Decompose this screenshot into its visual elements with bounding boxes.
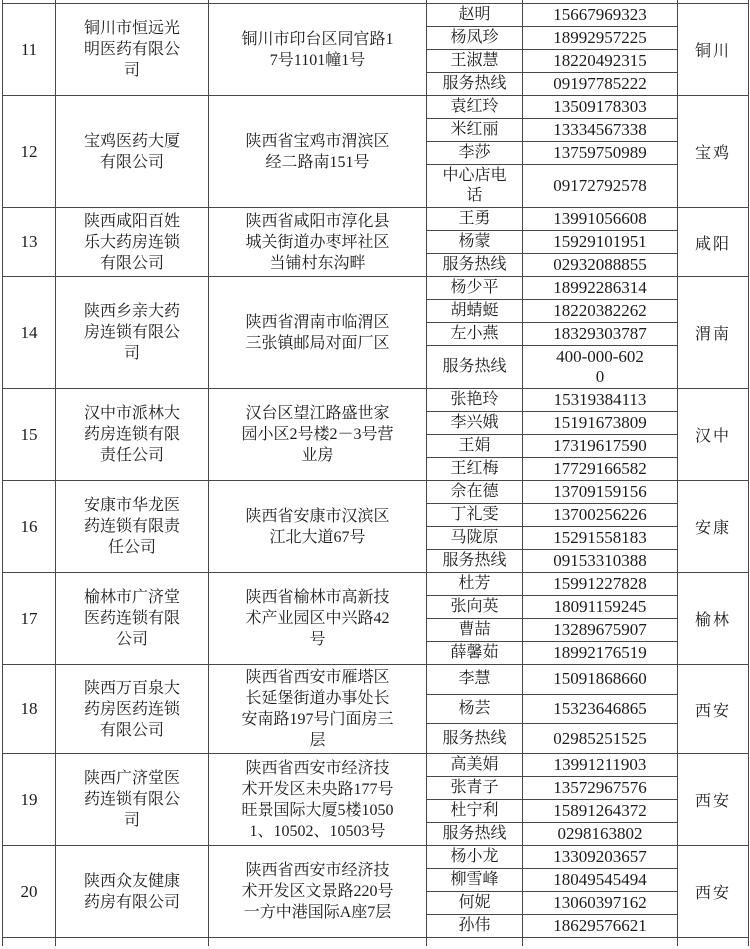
contact-name-cell bbox=[427, 4, 523, 27]
contact-name-cell bbox=[427, 412, 523, 435]
contact-row bbox=[427, 777, 678, 800]
company-name: 汉中市派林大药房连锁有限责任公司 bbox=[83, 405, 180, 464]
company-name-cell bbox=[56, 389, 209, 481]
contact-phone-cell bbox=[523, 254, 678, 277]
contact-row bbox=[427, 724, 678, 754]
contact-name-cell bbox=[427, 165, 523, 208]
contact-name: 服务热线 bbox=[442, 256, 507, 273]
contact-phone-cell bbox=[523, 550, 678, 573]
contact-phone-cell bbox=[523, 481, 678, 504]
contact-name: 左小燕 bbox=[450, 325, 499, 342]
contact-name: 杜宁利 bbox=[450, 802, 499, 819]
contacts-cell bbox=[427, 277, 678, 389]
city-cell bbox=[678, 208, 749, 277]
contact-row bbox=[427, 869, 678, 892]
contact-phone-cell bbox=[523, 619, 678, 642]
contact-row bbox=[427, 695, 678, 725]
contact-row bbox=[427, 846, 678, 869]
contact-phone-cell bbox=[523, 435, 678, 458]
address-cell bbox=[209, 846, 427, 938]
contact-name-cell bbox=[427, 695, 523, 725]
contact-phone-cell bbox=[523, 27, 678, 50]
city-name: 渭南 bbox=[694, 326, 731, 343]
contact-row bbox=[427, 73, 678, 96]
company-name: 陕西乡亲大药房连锁有限公司 bbox=[83, 303, 180, 362]
contact-name: 王娟 bbox=[458, 437, 491, 454]
contact-name: 何妮 bbox=[458, 894, 491, 911]
contact-row bbox=[427, 346, 678, 389]
contact-phone: 02985251525 bbox=[553, 728, 647, 748]
company-name-cell bbox=[56, 208, 209, 277]
contacts-cell bbox=[427, 754, 678, 846]
company-name-cell bbox=[56, 481, 209, 573]
contact-phone-cell bbox=[523, 596, 678, 619]
contact-phone: 15891264372 bbox=[553, 801, 647, 820]
contacts-cell bbox=[427, 96, 678, 208]
contact-phone-cell bbox=[523, 665, 678, 695]
contact-name-cell bbox=[427, 481, 523, 504]
row-number-cell bbox=[3, 277, 56, 389]
contact-row bbox=[427, 412, 678, 435]
company-address: 陕西省西安市经济技术开发区文景路220号一方中港国际A座7层 bbox=[241, 862, 394, 921]
contact-phone: 18629576621 bbox=[553, 916, 647, 935]
contact-name: 杨蒙 bbox=[458, 233, 491, 250]
contact-phone-cell bbox=[523, 300, 678, 323]
city-name: 汉中 bbox=[694, 428, 731, 445]
contact-name: 杜芳 bbox=[458, 575, 491, 592]
table-row bbox=[3, 754, 749, 846]
row-number-cell bbox=[3, 4, 56, 96]
table-row bbox=[3, 665, 749, 754]
contact-row bbox=[427, 915, 678, 938]
contact-phone: 400-000-6020 bbox=[556, 347, 644, 386]
contact-phone: 15323646865 bbox=[553, 699, 647, 718]
contact-phone-cell bbox=[523, 695, 678, 725]
company-name: 铜川市恒远光明医药有限公司 bbox=[83, 20, 180, 79]
contact-name: 李慧 bbox=[458, 670, 491, 688]
contact-name: 曹喆 bbox=[458, 621, 491, 638]
contact-name: 杨凤珍 bbox=[450, 29, 499, 46]
table-body bbox=[3, 3, 749, 938]
row-number-cell bbox=[3, 389, 56, 481]
contact-name: 中心店电话 bbox=[442, 167, 507, 204]
contact-row bbox=[427, 573, 678, 596]
company-address: 陕西省安康市汉滨区江北大道67号 bbox=[245, 507, 390, 546]
company-address: 陕西省西安市雁塔区长延堡街道办事处长安南路197号门面房三层 bbox=[241, 669, 394, 749]
contact-row bbox=[427, 596, 678, 619]
contact-phone: 13759750989 bbox=[553, 143, 647, 162]
contact-phone: 13334567338 bbox=[553, 120, 647, 139]
table-row bbox=[3, 573, 749, 665]
row-number-cell bbox=[3, 208, 56, 277]
contact-phone-cell bbox=[523, 73, 678, 96]
row-number-cell bbox=[3, 481, 56, 573]
contact-phone: 18220382262 bbox=[553, 301, 647, 320]
contact-phone-cell bbox=[523, 892, 678, 915]
contact-phone: 18992286314 bbox=[553, 278, 647, 297]
contact-name-cell bbox=[427, 892, 523, 915]
city-name: 西安 bbox=[694, 702, 731, 720]
table-row bbox=[3, 389, 749, 481]
contact-row bbox=[427, 550, 678, 573]
contact-name-cell bbox=[427, 96, 523, 119]
contact-phone-cell bbox=[523, 412, 678, 435]
contact-name: 张艳玲 bbox=[450, 391, 499, 408]
contact-row bbox=[427, 892, 678, 915]
contact-name-cell bbox=[427, 915, 523, 938]
contact-name: 高美娟 bbox=[450, 756, 499, 773]
contacts-cell bbox=[427, 846, 678, 938]
contacts-cell bbox=[427, 665, 678, 754]
contact-phone-cell bbox=[523, 777, 678, 800]
city-name: 西安 bbox=[694, 793, 731, 810]
company-name-cell bbox=[56, 573, 209, 665]
city-cell bbox=[678, 96, 749, 208]
contact-name: 马陇原 bbox=[450, 529, 499, 546]
contact-name: 杨芸 bbox=[458, 700, 491, 717]
contact-name-cell bbox=[427, 119, 523, 142]
company-name: 安康市华龙医药连锁有限责任公司 bbox=[83, 497, 180, 556]
contact-name-cell bbox=[427, 754, 523, 777]
row-number: 20 bbox=[20, 881, 38, 901]
contact-name-cell bbox=[427, 846, 523, 869]
company-name: 陕西广济堂医药连锁有限公司 bbox=[83, 770, 180, 829]
contact-name-cell bbox=[427, 277, 523, 300]
contact-name: 王红梅 bbox=[450, 460, 499, 477]
contact-name-cell bbox=[427, 777, 523, 800]
contact-name-cell bbox=[427, 435, 523, 458]
row-number-cell bbox=[3, 846, 56, 938]
row-number: 11 bbox=[20, 39, 38, 59]
contact-phone-cell bbox=[523, 165, 678, 208]
company-address: 汉台区望江路盛世家园小区2号楼2－3号营业房 bbox=[241, 405, 394, 464]
contact-row bbox=[427, 165, 678, 208]
contact-phone: 13700256226 bbox=[553, 505, 647, 524]
contact-row bbox=[427, 4, 678, 27]
address-cell bbox=[209, 4, 427, 96]
address-cell bbox=[209, 665, 427, 754]
contact-phone-cell bbox=[523, 573, 678, 596]
contacts-cell bbox=[427, 481, 678, 573]
contact-phone: 13709159156 bbox=[553, 482, 647, 501]
city-cell bbox=[678, 846, 749, 938]
row-number: 13 bbox=[20, 232, 38, 251]
company-name: 陕西万百泉大药房医药连锁有限公司 bbox=[83, 679, 180, 739]
city-name: 咸阳 bbox=[694, 235, 731, 253]
contact-phone: 18992957225 bbox=[553, 28, 647, 47]
contact-name: 服务热线 bbox=[442, 552, 507, 569]
contact-phone: 09172792578 bbox=[553, 176, 647, 195]
contact-phone: 15091868660 bbox=[553, 669, 647, 689]
contact-name: 薛馨茹 bbox=[450, 644, 499, 661]
contact-row bbox=[427, 527, 678, 550]
city-name: 安康 bbox=[694, 520, 731, 537]
city-name: 榆林 bbox=[694, 612, 731, 629]
city-cell bbox=[678, 754, 749, 846]
company-name-cell bbox=[56, 96, 209, 208]
contact-name: 佘在德 bbox=[450, 483, 499, 500]
contact-phone-cell bbox=[523, 96, 678, 119]
company-name-cell bbox=[56, 4, 209, 96]
table-row bbox=[3, 846, 749, 938]
contact-row bbox=[427, 823, 678, 846]
contact-row bbox=[427, 481, 678, 504]
contact-name-cell bbox=[427, 800, 523, 823]
row-number: 18 bbox=[20, 699, 38, 718]
contact-phone: 15291558183 bbox=[553, 528, 647, 547]
contact-phone-cell bbox=[523, 142, 678, 165]
contact-name-cell bbox=[427, 73, 523, 96]
contact-row bbox=[427, 504, 678, 527]
contact-name: 袁红玲 bbox=[450, 98, 499, 115]
contact-phone-cell bbox=[523, 846, 678, 869]
row-number: 14 bbox=[20, 322, 38, 342]
contact-row bbox=[427, 277, 678, 300]
contact-name-cell bbox=[427, 142, 523, 165]
contact-row bbox=[427, 231, 678, 254]
contact-phone-cell bbox=[523, 869, 678, 892]
contact-phone: 18329303787 bbox=[553, 324, 647, 343]
contact-phone: 02932088855 bbox=[553, 255, 647, 274]
contact-name: 服务热线 bbox=[442, 358, 507, 375]
contact-name: 丁礼雯 bbox=[450, 506, 499, 523]
contact-name-cell bbox=[427, 869, 523, 892]
contact-phone-cell bbox=[523, 4, 678, 27]
contact-row bbox=[427, 619, 678, 642]
row-number: 16 bbox=[20, 516, 38, 536]
table-row bbox=[3, 4, 749, 96]
contact-name-cell bbox=[427, 642, 523, 665]
company-address: 陕西省宝鸡市渭滨区经二路南151号 bbox=[245, 132, 390, 171]
contact-phone: 17729166582 bbox=[553, 459, 647, 478]
contact-name-cell bbox=[427, 323, 523, 346]
contact-name: 服务热线 bbox=[442, 75, 507, 92]
contact-phone-cell bbox=[523, 527, 678, 550]
contact-phone-cell bbox=[523, 724, 678, 754]
contact-row bbox=[427, 300, 678, 323]
contact-name-cell bbox=[427, 527, 523, 550]
address-cell bbox=[209, 96, 427, 208]
contact-name-cell bbox=[427, 665, 523, 695]
city-name: 铜川 bbox=[694, 43, 731, 60]
contact-phone-cell bbox=[523, 50, 678, 73]
contact-phone: 15929101951 bbox=[553, 232, 647, 251]
contact-row bbox=[427, 142, 678, 165]
address-cell bbox=[209, 573, 427, 665]
contact-phone-cell bbox=[523, 754, 678, 777]
contact-row bbox=[427, 754, 678, 777]
contacts-cell bbox=[427, 573, 678, 665]
contact-name-cell bbox=[427, 300, 523, 323]
contact-row bbox=[427, 665, 678, 695]
contact-name-cell bbox=[427, 550, 523, 573]
contact-phone: 09197785222 bbox=[553, 74, 647, 93]
contact-phone: 18091159245 bbox=[553, 597, 647, 616]
contact-row bbox=[427, 323, 678, 346]
contact-row bbox=[427, 119, 678, 142]
contact-phone-cell bbox=[523, 642, 678, 665]
company-name: 陕西咸阳百姓乐大药房连锁有限公司 bbox=[83, 212, 180, 272]
contact-name-cell bbox=[427, 389, 523, 412]
contact-phone: 13991056608 bbox=[553, 209, 647, 228]
contact-row bbox=[427, 389, 678, 412]
contact-phone: 09153310388 bbox=[553, 551, 647, 570]
contact-name: 王淑慧 bbox=[450, 52, 499, 69]
contact-phone-cell bbox=[523, 231, 678, 254]
city-name: 西安 bbox=[694, 885, 731, 902]
row-number-cell bbox=[3, 754, 56, 846]
contact-phone-cell bbox=[523, 389, 678, 412]
contact-phone-cell bbox=[523, 823, 678, 846]
company-address: 陕西省咸阳市淳化县城关街道办枣坪社区当铺村东沟畔 bbox=[245, 212, 390, 272]
company-name-cell bbox=[56, 277, 209, 389]
row-number: 19 bbox=[20, 789, 38, 809]
contact-phone-cell bbox=[523, 119, 678, 142]
contact-name: 李莎 bbox=[458, 144, 491, 161]
contact-row bbox=[427, 208, 678, 231]
company-name-cell bbox=[56, 754, 209, 846]
contact-row bbox=[427, 435, 678, 458]
city-cell bbox=[678, 665, 749, 754]
contact-phone: 18220492315 bbox=[553, 51, 647, 70]
contact-name: 胡蜻蜓 bbox=[450, 302, 499, 319]
table-row bbox=[3, 277, 749, 389]
row-number-cell bbox=[3, 573, 56, 665]
pharmacy-contact-table bbox=[2, 0, 749, 946]
contact-name: 杨少平 bbox=[450, 279, 499, 296]
contact-name-cell bbox=[427, 231, 523, 254]
contact-phone: 15191673809 bbox=[553, 413, 647, 432]
contact-phone-cell bbox=[523, 504, 678, 527]
contact-name-cell bbox=[427, 724, 523, 754]
city-cell bbox=[678, 277, 749, 389]
company-address: 陕西省榆林市高新技术产业园区中兴路42号 bbox=[245, 589, 390, 648]
contact-phone: 15991227828 bbox=[553, 574, 647, 593]
contact-name-cell bbox=[427, 596, 523, 619]
contacts-cell bbox=[427, 208, 678, 277]
contact-name: 李兴娥 bbox=[450, 414, 499, 431]
contact-phone: 13309203657 bbox=[553, 847, 647, 866]
contact-phone: 15667969323 bbox=[553, 5, 647, 24]
contact-name-cell bbox=[427, 823, 523, 846]
contact-row bbox=[427, 642, 678, 665]
contact-phone: 18992176519 bbox=[553, 643, 647, 662]
company-name: 宝鸡医药大厦有限公司 bbox=[83, 132, 180, 171]
contact-phone-cell bbox=[523, 277, 678, 300]
row-number-cell bbox=[3, 96, 56, 208]
contact-row bbox=[427, 800, 678, 823]
contact-row bbox=[427, 458, 678, 481]
contact-row bbox=[427, 254, 678, 277]
table-bottom-cut-row bbox=[3, 938, 749, 946]
contact-name: 服务热线 bbox=[442, 729, 507, 747]
contact-name: 杨小龙 bbox=[450, 848, 499, 865]
contact-phone: 17319617590 bbox=[553, 436, 647, 455]
contact-phone: 13509178303 bbox=[553, 97, 647, 116]
address-cell bbox=[209, 277, 427, 389]
contact-phone: 0298163802 bbox=[557, 824, 643, 843]
contact-phone: 13991211903 bbox=[553, 755, 647, 774]
contact-name: 服务热线 bbox=[442, 825, 507, 842]
city-cell bbox=[678, 389, 749, 481]
contact-name-cell bbox=[427, 254, 523, 277]
contact-phone-cell bbox=[523, 346, 678, 389]
city-cell bbox=[678, 4, 749, 96]
contact-phone: 13060397162 bbox=[553, 893, 647, 912]
company-address: 陕西省西安市经济技术开发区未央路177号旺景国际大厦5楼10501、10502、10503号 bbox=[241, 759, 394, 840]
company-name: 榆林市广济堂医药连锁有限公司 bbox=[83, 589, 180, 648]
contact-phone: 13289675907 bbox=[553, 620, 647, 639]
city-name: 宝鸡 bbox=[694, 145, 731, 162]
row-number: 15 bbox=[20, 424, 38, 444]
contact-name-cell bbox=[427, 50, 523, 73]
contact-name: 柳雪峰 bbox=[450, 871, 499, 888]
contact-phone-cell bbox=[523, 800, 678, 823]
contact-name-cell bbox=[427, 504, 523, 527]
contact-name: 张向英 bbox=[450, 598, 499, 615]
company-address: 铜川市印台区同官路17号1101幢1号 bbox=[241, 30, 394, 69]
contact-phone: 15319384113 bbox=[553, 390, 647, 409]
row-number-cell bbox=[3, 665, 56, 754]
contact-name-cell bbox=[427, 346, 523, 389]
contact-row bbox=[427, 96, 678, 119]
contact-name-cell bbox=[427, 27, 523, 50]
contact-name-cell bbox=[427, 619, 523, 642]
table-row bbox=[3, 208, 749, 277]
table-top-cut-row bbox=[3, 0, 749, 3]
contact-name: 孙伟 bbox=[458, 917, 491, 934]
contact-phone: 18049545494 bbox=[553, 870, 647, 889]
address-cell bbox=[209, 389, 427, 481]
contact-name: 张青子 bbox=[450, 779, 499, 796]
contact-phone-cell bbox=[523, 915, 678, 938]
address-cell bbox=[209, 481, 427, 573]
company-name-cell bbox=[56, 665, 209, 754]
contacts-cell bbox=[427, 4, 678, 96]
company-address: 陕西省渭南市临渭区三张镇邮局对面厂区 bbox=[245, 313, 390, 352]
contact-name-cell bbox=[427, 458, 523, 481]
contact-name: 米红丽 bbox=[450, 121, 499, 138]
contact-name-cell bbox=[427, 573, 523, 596]
company-name-cell bbox=[56, 846, 209, 938]
address-cell bbox=[209, 754, 427, 846]
contact-phone: 13572967576 bbox=[553, 778, 647, 797]
contact-name-cell bbox=[427, 208, 523, 231]
contact-phone-cell bbox=[523, 208, 678, 231]
company-name: 陕西众友健康药房有限公司 bbox=[83, 872, 180, 911]
contact-row bbox=[427, 27, 678, 50]
contact-name: 赵明 bbox=[458, 6, 491, 23]
city-cell bbox=[678, 573, 749, 665]
contact-row bbox=[427, 50, 678, 73]
contact-phone-cell bbox=[523, 323, 678, 346]
table-row bbox=[3, 481, 749, 573]
contact-name: 王勇 bbox=[458, 210, 491, 227]
table-row bbox=[3, 96, 749, 208]
address-cell bbox=[209, 208, 427, 277]
contacts-cell bbox=[427, 389, 678, 481]
row-number: 17 bbox=[20, 608, 38, 628]
contact-phone-cell bbox=[523, 458, 678, 481]
city-cell bbox=[678, 481, 749, 573]
row-number: 12 bbox=[20, 141, 38, 161]
